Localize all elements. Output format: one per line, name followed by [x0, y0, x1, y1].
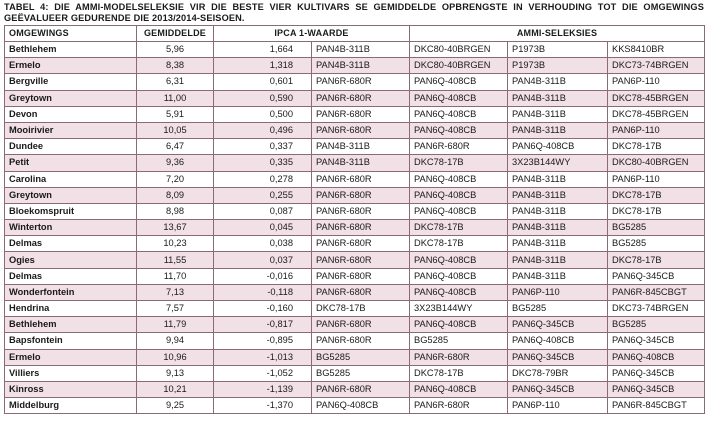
cell-location: Bloekomspruit [5, 203, 137, 219]
cell-selection-4: PAN6Q-345CB [608, 365, 705, 381]
cell-selection-1: PAN4B-311B [312, 58, 410, 74]
cell-ipca: 0,500 [214, 106, 312, 122]
cell-selection-2: PAN6Q-408CB [410, 90, 508, 106]
cell-gemiddelde: 10,05 [137, 122, 214, 138]
cell-selection-3: PAN4B-311B [508, 252, 608, 268]
cell-selection-2: PAN6R-680R [410, 139, 508, 155]
table-row [5, 381, 705, 397]
table-row [5, 155, 705, 171]
cell-location: Ermelo [5, 349, 137, 365]
cell-ipca: -0,160 [214, 301, 312, 317]
cell-gemiddelde: 13,67 [137, 220, 214, 236]
table-row [5, 236, 705, 252]
cell-selection-2: BG5285 [410, 333, 508, 349]
cell-gemiddelde: 6,47 [137, 139, 214, 155]
cell-gemiddelde: 5,91 [137, 106, 214, 122]
cell-selection-2: PAN6Q-408CB [410, 171, 508, 187]
cell-location: Middelburg [5, 398, 137, 414]
cell-location: Delmas [5, 268, 137, 284]
cell-gemiddelde: 9,36 [137, 155, 214, 171]
cell-ipca: 0,038 [214, 236, 312, 252]
cell-selection-1: PAN6R-680R [312, 203, 410, 219]
cell-selection-4: PAN6R-845CBGT [608, 284, 705, 300]
cell-selection-1: PAN4B-311B [312, 139, 410, 155]
cell-selection-1: PAN6R-680R [312, 220, 410, 236]
cell-selection-1: PAN4B-311B [312, 42, 410, 58]
cell-selection-3: PAN4B-311B [508, 106, 608, 122]
table-row [5, 74, 705, 90]
cell-ipca: -0,016 [214, 268, 312, 284]
cell-selection-1: PAN6R-680R [312, 122, 410, 138]
cell-selection-3: P1973B [508, 42, 608, 58]
cell-location: Villiers [5, 365, 137, 381]
cell-selection-2: PAN6Q-408CB [410, 187, 508, 203]
table-row [5, 349, 705, 365]
cell-location: Mooirivier [5, 122, 137, 138]
cell-gemiddelde: 8,98 [137, 203, 214, 219]
cell-selection-3: PAN6P-110 [508, 398, 608, 414]
cell-selection-4: BG5285 [608, 317, 705, 333]
cell-ipca: 0,337 [214, 139, 312, 155]
cell-selection-2: PAN6R-680R [410, 349, 508, 365]
cell-selection-3: PAN4B-311B [508, 236, 608, 252]
cell-ipca: 0,255 [214, 187, 312, 203]
cell-selection-3: PAN4B-311B [508, 187, 608, 203]
table-row [5, 252, 705, 268]
table-row [5, 171, 705, 187]
cell-selection-4: PAN6Q-345CB [608, 268, 705, 284]
cell-selection-2: PAN6Q-408CB [410, 381, 508, 397]
cell-selection-3: PAN6P-110 [508, 284, 608, 300]
cell-location: Bethlehem [5, 42, 137, 58]
cell-ipca: 0,278 [214, 171, 312, 187]
cell-selection-3: PAN4B-311B [508, 203, 608, 219]
cell-selection-2: PAN6Q-408CB [410, 74, 508, 90]
cell-ipca: -1,139 [214, 381, 312, 397]
cell-ipca: 1,318 [214, 58, 312, 74]
cell-selection-4: BG5285 [608, 220, 705, 236]
cell-selection-4: DKC73-74BRGEN [608, 58, 705, 74]
table-row [5, 220, 705, 236]
cell-ipca: 0,087 [214, 203, 312, 219]
cell-selection-4: BG5285 [608, 236, 705, 252]
header-ipca: IPCA 1-WAARDE [214, 26, 410, 42]
cell-selection-3: PAN6Q-345CB [508, 349, 608, 365]
table-body [5, 42, 705, 414]
cell-location: Winterton [5, 220, 137, 236]
cell-ipca: -0,895 [214, 333, 312, 349]
cell-location: Greytown [5, 90, 137, 106]
cell-selection-2: DKC80-40BRGEN [410, 42, 508, 58]
header-gemiddelde: GEMIDDELDE [137, 26, 214, 42]
cell-ipca: -1,013 [214, 349, 312, 365]
cell-selection-1: PAN6R-680R [312, 74, 410, 90]
cell-gemiddelde: 7,57 [137, 301, 214, 317]
cell-selection-1: PAN6R-680R [312, 106, 410, 122]
cell-gemiddelde: 10,96 [137, 349, 214, 365]
table-row [5, 90, 705, 106]
cell-ipca: 0,045 [214, 220, 312, 236]
cell-ipca: -0,118 [214, 284, 312, 300]
cell-selection-4: PAN6Q-408CB [608, 349, 705, 365]
cell-selection-2: DKC78-17B [410, 220, 508, 236]
cell-selection-1: PAN4B-311B [312, 155, 410, 171]
cell-gemiddelde: 11,79 [137, 317, 214, 333]
cell-selection-1: PAN6R-680R [312, 317, 410, 333]
cell-selection-1: PAN6R-680R [312, 187, 410, 203]
cell-selection-4: DKC78-45BRGEN [608, 106, 705, 122]
cell-selection-1: PAN6R-680R [312, 171, 410, 187]
cell-selection-2: PAN6Q-408CB [410, 252, 508, 268]
cell-selection-2: DKC80-40BRGEN [410, 58, 508, 74]
cell-location: Devon [5, 106, 137, 122]
cell-selection-1: PAN6Q-408CB [312, 398, 410, 414]
cell-ipca: -1,052 [214, 365, 312, 381]
cell-selection-2: PAN6Q-408CB [410, 122, 508, 138]
cell-selection-2: PAN6Q-408CB [410, 317, 508, 333]
cell-gemiddelde: 8,38 [137, 58, 214, 74]
table-row [5, 203, 705, 219]
cell-selection-4: DKC78-17B [608, 203, 705, 219]
cell-selection-3: PAN4B-311B [508, 220, 608, 236]
cell-selection-4: DKC78-17B [608, 252, 705, 268]
cell-selection-3: P1973B [508, 58, 608, 74]
table-caption: TABEL 4: DIE AMMI-MODELSELEKSIE VIR DIE BESTE VIER KULTIVARS SE GEMIDDELDE OPBRENGSTE IN VERHOUDING TOT DIE OMGEWINGS GEËVALUEER GEDURENDE DIE 2013/2014-SEISOEN. [4, 2, 704, 23]
cell-selection-2: PAN6Q-408CB [410, 284, 508, 300]
ammi-table [4, 25, 705, 414]
cell-location: Delmas [5, 236, 137, 252]
cell-selection-4: PAN6Q-345CB [608, 381, 705, 397]
cell-gemiddelde: 9,13 [137, 365, 214, 381]
cell-ipca: 0,335 [214, 155, 312, 171]
cell-location: Greytown [5, 187, 137, 203]
cell-selection-4: DKC80-40BRGEN [608, 155, 705, 171]
cell-gemiddelde: 9,25 [137, 398, 214, 414]
table-row [5, 301, 705, 317]
cell-selection-2: DKC78-17B [410, 155, 508, 171]
cell-location: Dundee [5, 139, 137, 155]
cell-selection-2: PAN6Q-408CB [410, 203, 508, 219]
table-row [5, 268, 705, 284]
cell-selection-3: BG5285 [508, 301, 608, 317]
table-row [5, 284, 705, 300]
cell-selection-3: PAN4B-311B [508, 90, 608, 106]
cell-gemiddelde: 7,13 [137, 284, 214, 300]
cell-selection-1: PAN6R-680R [312, 284, 410, 300]
cell-selection-3: DKC78-79BR [508, 365, 608, 381]
table-row [5, 317, 705, 333]
cell-gemiddelde: 11,55 [137, 252, 214, 268]
cell-selection-3: 3X23B144WY [508, 155, 608, 171]
cell-selection-3: PAN6Q-345CB [508, 317, 608, 333]
cell-ipca: 0,037 [214, 252, 312, 268]
cell-selection-1: DKC78-17B [312, 301, 410, 317]
cell-gemiddelde: 11,70 [137, 268, 214, 284]
cell-selection-4: PAN6R-845CBGT [608, 398, 705, 414]
cell-selection-3: PAN4B-311B [508, 74, 608, 90]
cell-location: Bapsfontein [5, 333, 137, 349]
cell-selection-1: PAN6R-680R [312, 381, 410, 397]
cell-selection-3: PAN4B-311B [508, 268, 608, 284]
table-row [5, 139, 705, 155]
cell-selection-1: PAN6R-680R [312, 252, 410, 268]
cell-ipca: -1,370 [214, 398, 312, 414]
cell-gemiddelde: 10,23 [137, 236, 214, 252]
cell-selection-4: PAN6P-110 [608, 122, 705, 138]
cell-location: Petit [5, 155, 137, 171]
cell-selection-1: BG5285 [312, 365, 410, 381]
cell-gemiddelde: 8,09 [137, 187, 214, 203]
cell-selection-4: KKS8410BR [608, 42, 705, 58]
cell-gemiddelde: 10,21 [137, 381, 214, 397]
cell-selection-2: DKC78-17B [410, 365, 508, 381]
cell-location: Carolina [5, 171, 137, 187]
cell-selection-4: DKC78-17B [608, 139, 705, 155]
table-row [5, 187, 705, 203]
cell-location: Bergville [5, 74, 137, 90]
cell-ipca: 0,601 [214, 74, 312, 90]
cell-gemiddelde: 7,20 [137, 171, 214, 187]
cell-selection-4: DKC73-74BRGEN [608, 301, 705, 317]
cell-ipca: 0,590 [214, 90, 312, 106]
table-row [5, 365, 705, 381]
table-row [5, 42, 705, 58]
cell-location: Bethlehem [5, 317, 137, 333]
cell-ipca: 0,496 [214, 122, 312, 138]
header-omgewings: OMGEWINGS [5, 26, 137, 42]
table-row [5, 58, 705, 74]
cell-selection-1: PAN6R-680R [312, 90, 410, 106]
cell-selection-2: PAN6Q-408CB [410, 106, 508, 122]
header-ammi: AMMI-SELEKSIES [410, 26, 705, 42]
table-row [5, 122, 705, 138]
cell-location: Hendrina [5, 301, 137, 317]
cell-selection-3: PAN4B-311B [508, 122, 608, 138]
cell-selection-4: PAN6P-110 [608, 171, 705, 187]
cell-selection-4: DKC78-45BRGEN [608, 90, 705, 106]
cell-gemiddelde: 5,96 [137, 42, 214, 58]
cell-selection-4: PAN6P-110 [608, 74, 705, 90]
cell-selection-2: 3X23B144WY [410, 301, 508, 317]
cell-selection-2: PAN6R-680R [410, 398, 508, 414]
cell-selection-2: DKC78-17B [410, 236, 508, 252]
cell-selection-1: PAN6R-680R [312, 268, 410, 284]
cell-location: Ermelo [5, 58, 137, 74]
cell-selection-1: PAN6R-680R [312, 333, 410, 349]
cell-gemiddelde: 9,94 [137, 333, 214, 349]
header-row [5, 26, 705, 42]
cell-selection-1: BG5285 [312, 349, 410, 365]
cell-gemiddelde: 11,00 [137, 90, 214, 106]
cell-selection-1: PAN6R-680R [312, 236, 410, 252]
cell-selection-3: PAN6Q-345CB [508, 381, 608, 397]
cell-selection-4: DKC78-17B [608, 187, 705, 203]
cell-location: Ogies [5, 252, 137, 268]
cell-selection-3: PAN4B-311B [508, 171, 608, 187]
cell-location: Kinross [5, 381, 137, 397]
cell-ipca: -0,817 [214, 317, 312, 333]
table-row [5, 398, 705, 414]
table-row [5, 106, 705, 122]
cell-ipca: 1,664 [214, 42, 312, 58]
table-row [5, 333, 705, 349]
cell-selection-3: PAN6Q-408CB [508, 333, 608, 349]
cell-selection-2: PAN6Q-408CB [410, 268, 508, 284]
cell-selection-4: PAN6Q-345CB [608, 333, 705, 349]
cell-gemiddelde: 6,31 [137, 74, 214, 90]
cell-selection-3: PAN6Q-408CB [508, 139, 608, 155]
cell-location: Wonderfontein [5, 284, 137, 300]
